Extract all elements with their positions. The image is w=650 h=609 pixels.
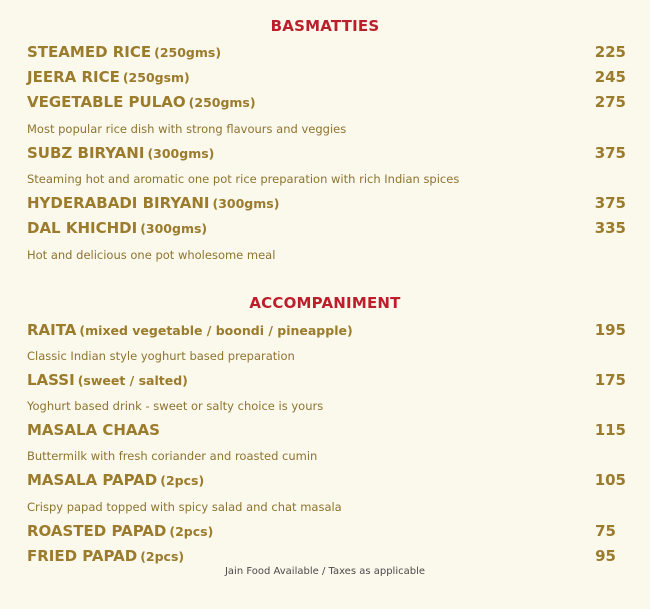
item-description: Most popular rice dish with strong flavours and veggies xyxy=(27,122,347,136)
item-price: 375 xyxy=(594,194,626,212)
item-price: 105 xyxy=(594,471,626,489)
item-price: 375 xyxy=(594,144,626,162)
item-qty: (250gsm) xyxy=(122,70,190,85)
item-description: Classic Indian style yoghurt based preparation xyxy=(27,349,295,363)
item-qty: (mixed vegetable / boondi / pineapple) xyxy=(79,323,353,338)
item-price: 245 xyxy=(594,68,626,86)
item-qty: (2pcs) xyxy=(140,549,185,564)
item-price: 115 xyxy=(594,421,626,439)
item-name: LASSI xyxy=(27,371,75,389)
menu-item-fried-papad xyxy=(27,547,616,565)
menu-item-hyderabadi-biryani xyxy=(27,194,626,212)
item-qty: (2pcs) xyxy=(160,473,205,488)
item-name: ROASTED PAPAD xyxy=(27,522,167,540)
item-qty: (300gms) xyxy=(140,221,208,236)
menu-item-raita xyxy=(27,321,626,339)
item-description: Buttermilk with fresh coriander and roasted cumin xyxy=(27,449,318,463)
item-price: 335 xyxy=(594,219,626,237)
item-price: 195 xyxy=(594,321,626,339)
item-name: FRIED PAPAD xyxy=(27,547,138,565)
menu-item-steamed-rice xyxy=(27,43,626,61)
item-name: STEAMED RICE xyxy=(27,43,152,61)
item-name: SUBZ BIRYANI xyxy=(27,144,145,162)
item-name: VEGETABLE PULAO xyxy=(27,93,186,111)
item-description: Yoghurt based drink - sweet or salty choice is yours xyxy=(27,399,324,413)
item-qty: (300gms) xyxy=(147,146,215,161)
menu-item-masala-papad xyxy=(27,471,626,489)
item-description: Crispy papad topped with spicy salad and chat masala xyxy=(27,500,342,514)
item-name: RAITA xyxy=(27,321,77,339)
item-qty: (2pcs) xyxy=(169,524,214,539)
item-description: Steaming hot and aromatic one pot rice preparation with rich Indian spices xyxy=(27,172,460,186)
item-price: 95 xyxy=(595,547,616,565)
item-price: 275 xyxy=(594,93,626,111)
item-qty: (250gms) xyxy=(188,95,256,110)
menu-item-vegetable-pulao xyxy=(27,93,626,111)
section-title-accompaniment: ACCOMPANIMENT xyxy=(249,294,401,312)
menu-item-subz-biryani xyxy=(27,144,626,162)
item-price: 175 xyxy=(594,371,626,389)
menu-item-dal-khichdi xyxy=(27,219,626,237)
item-qty: (300gms) xyxy=(212,196,280,211)
item-name: JEERA RICE xyxy=(27,68,120,86)
item-price: 75 xyxy=(595,522,616,540)
menu-item-jeera-rice xyxy=(27,68,626,86)
item-price: 225 xyxy=(594,43,626,61)
section-title-basmatties: BASMATTIES xyxy=(270,17,380,35)
item-name: MASALA PAPAD xyxy=(27,471,158,489)
item-qty: (250gms) xyxy=(154,45,222,60)
item-name: MASALA CHAAS xyxy=(27,421,160,439)
menu-item-masala-chaas xyxy=(27,421,626,439)
menu-item-lassi xyxy=(27,371,626,389)
item-name: HYDERABADI BIRYANI xyxy=(27,194,210,212)
footer-note: Jain Food Available / Taxes as applicable xyxy=(224,566,426,577)
item-qty: (sweet / salted) xyxy=(77,373,188,388)
menu-item-roasted-papad xyxy=(27,522,616,540)
item-name: DAL KHICHDI xyxy=(27,219,138,237)
item-description: Hot and delicious one pot wholesome meal xyxy=(27,248,276,262)
